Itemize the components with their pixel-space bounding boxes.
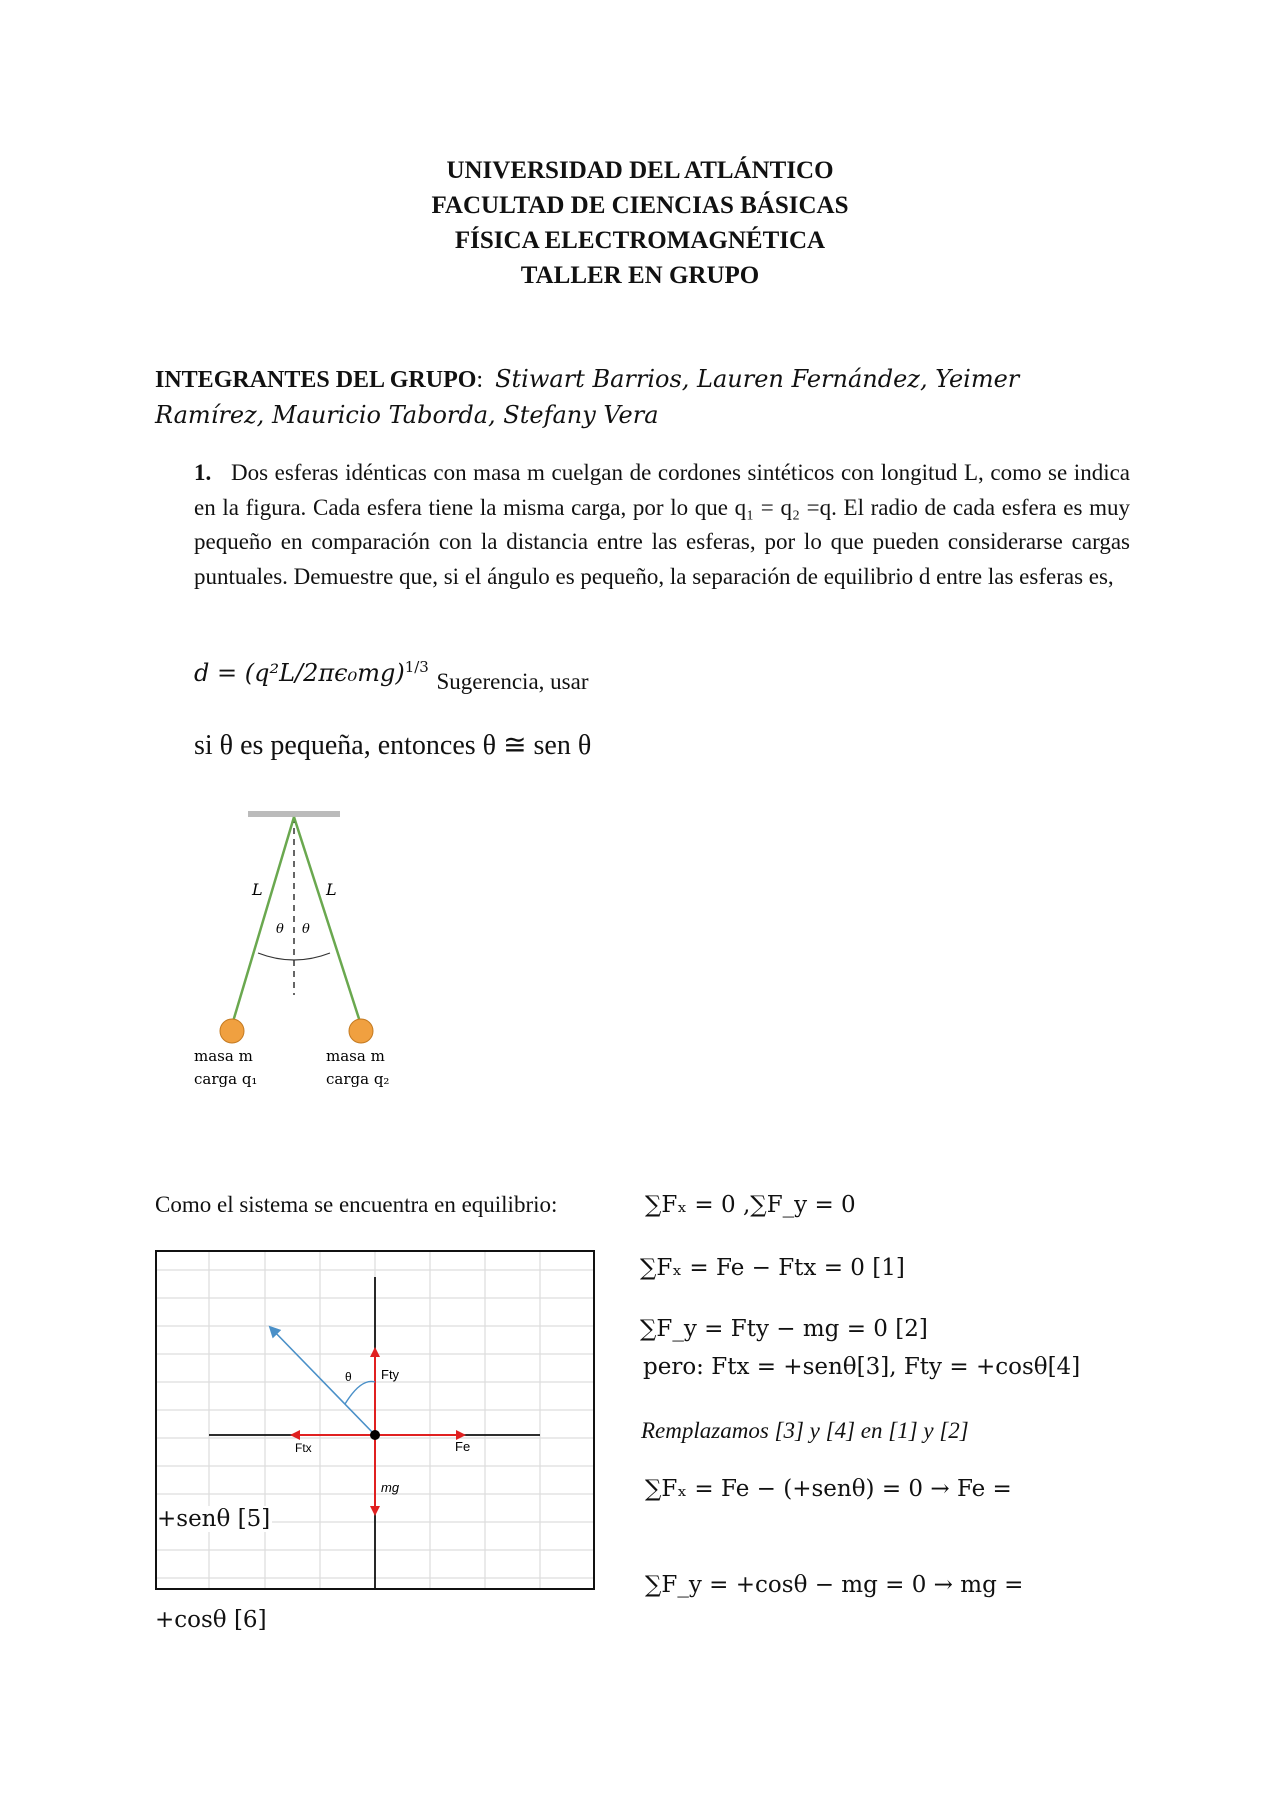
equation-6: ∑F_y = +cosθ − mg = 0 → mg = (645, 1572, 1024, 1598)
members-names-1: Stiwart Barrios, Lauren Fernández, Yeimer (495, 365, 1020, 393)
right-string (294, 817, 361, 1025)
assignment-title: TALLER EN GRUPO (520, 262, 760, 289)
equation-5-continuation: +senθ [5] (157, 1506, 271, 1532)
formula-exponent: 1/3 (404, 658, 429, 676)
target-formula (194, 658, 589, 694)
left-sphere (220, 1019, 244, 1043)
problem-number: 1. (194, 460, 212, 485)
label-fty: Fty (381, 1367, 400, 1382)
right-sphere (349, 1019, 373, 1043)
equilibrium-conditions: ∑Fₓ = 0 ,∑F_y = 0 (645, 1192, 856, 1218)
pendulum-figure (190, 805, 430, 1090)
label-mass-left: masa m (194, 1047, 253, 1065)
label-ftx: Ftx (295, 1441, 312, 1455)
label-mass-right: masa m (326, 1047, 385, 1065)
free-body-diagram (155, 1250, 595, 1590)
replace-note: Remplazamos [3] y [4] en [1] y [2] (641, 1418, 969, 1443)
members-names-2: Ramírez, Mauricio Taborda, Stefany Vera (155, 401, 659, 429)
equation-3-4: pero: Ftx = +senθ[3], Fty = +cosθ[4] (643, 1354, 1081, 1380)
equilibrium-intro: Como el sistema se encuentra en equilibrio: (155, 1192, 558, 1217)
equation-6-continuation: +cosθ [6] (155, 1607, 267, 1633)
university-name: UNIVERSIDAD DEL ATLÁNTICO (446, 157, 834, 184)
formula-expression: d = (q²L/2πϵ₀mg) (194, 659, 405, 687)
free-body-svg (157, 1252, 593, 1588)
equation-1: ∑Fₓ = Fe − Ftx = 0 [1] (640, 1255, 905, 1281)
theta-arc (345, 1381, 375, 1404)
document-header (0, 153, 1280, 293)
group-members: INTEGRANTES DEL GRUPO: Stiwart Barrios, Lauren Fernández, Yeimer Ramírez, Mauricio Taborda, Stefany Vera (155, 365, 1020, 429)
suggestion-text: Sugerencia, usar (436, 669, 589, 694)
label-charge-left: carga q₁ (194, 1070, 258, 1088)
label-theta: θ (345, 1370, 352, 1384)
course-name: FÍSICA ELECTROMAGNÉTICA (454, 227, 826, 254)
label-L-left: L (252, 880, 263, 899)
left-string (232, 817, 294, 1025)
faculty-name: FACULTAD DE CIENCIAS BÁSICAS (431, 192, 849, 219)
label-charge-right: carga q₂ (326, 1070, 390, 1088)
label-fe: Fe (455, 1439, 471, 1454)
label-L-right: L (326, 880, 337, 899)
equation-2: ∑F_y = Fty − mg = 0 [2] (640, 1316, 928, 1342)
problem-statement (194, 456, 1130, 594)
label-mg: mg (381, 1480, 400, 1495)
tension-vector (270, 1327, 375, 1435)
members-label: INTEGRANTES DEL GRUPO (155, 367, 477, 393)
label-theta-left: θ (276, 922, 284, 937)
label-theta-right: θ (302, 922, 310, 937)
equation-5: ∑Fₓ = Fe − (+senθ) = 0 → Fe = (645, 1476, 1012, 1502)
origin-point (370, 1430, 380, 1440)
small-angle-hint: si θ es pequeña, entonces θ ≅ sen θ (194, 730, 592, 761)
ceiling-support (248, 811, 340, 817)
problem-text: Dos esferas idénticas con masa m cuelgan de cordones sintéticos con longitud L, como se indica en la figura. Cada esfera tiene la misma carga, por lo que q₁ = q₂ =q. El radio de cada esfera es muy pequeño en comparación con la distancia entre las esferas, por lo que pueden considerarse cargas puntuales. Demuestre que, si el ángulo es pequeño, la separación de equilibrio d entre las esferas es, (194, 460, 1130, 589)
